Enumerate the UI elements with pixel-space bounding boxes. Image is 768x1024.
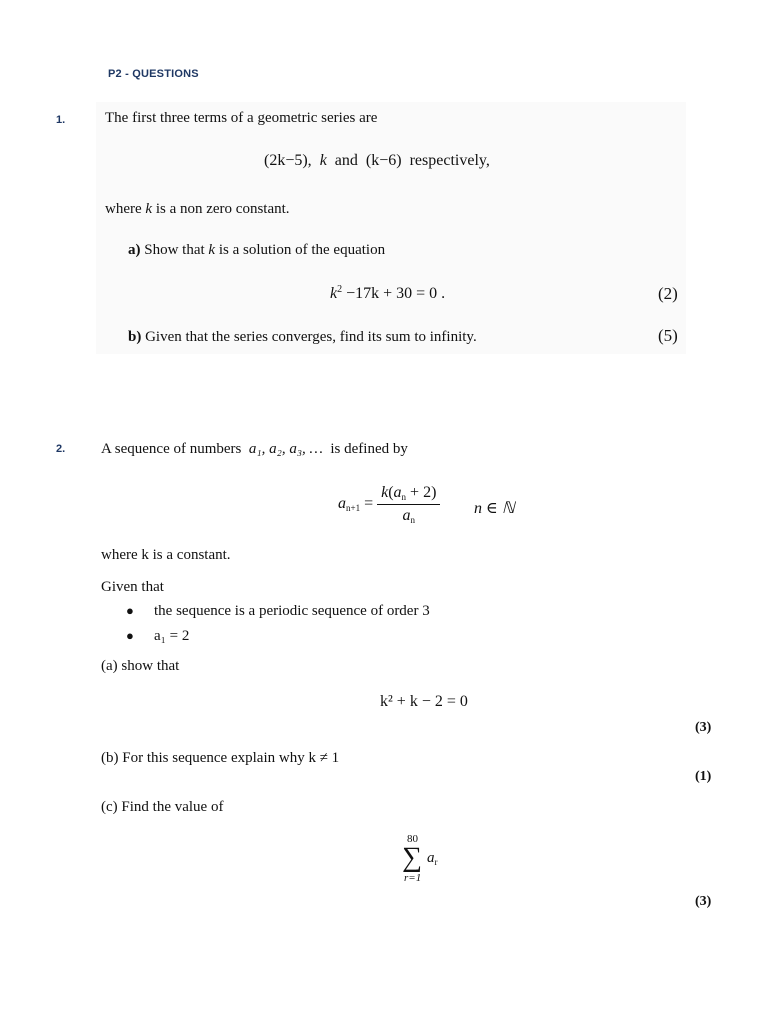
- part-b-text: Given that the series converges, find its sum to infinity.: [145, 329, 477, 345]
- question-1-intro: The first three terms of a geometric series are: [105, 110, 378, 126]
- part-a-label: a): [128, 242, 141, 258]
- sum-symbol: ∑: [402, 842, 422, 873]
- question-2c-marks: (3): [695, 894, 712, 909]
- denominator-subscript: n: [410, 515, 415, 525]
- bullet-dot: ●: [126, 628, 134, 643]
- numerator-k: k: [381, 484, 389, 501]
- sum-term-a: a: [427, 850, 435, 866]
- numerator-subscript: n: [401, 492, 407, 502]
- bullet-item-2: a₁ = 2: [154, 628, 190, 644]
- where-prefix: where: [105, 201, 142, 217]
- where-k: k: [145, 201, 153, 217]
- numerator-rest: + 2: [410, 484, 432, 501]
- question-1b-marks: (5): [658, 326, 678, 345]
- intro-prefix: A sequence of numbers: [101, 441, 242, 457]
- part-a-text-suffix: is a solution of the equation: [218, 242, 386, 258]
- fraction-numerator: $k(a_n + 2)$: [377, 484, 440, 505]
- sequence-terms: a₁, a₂, a₃, …: [248, 441, 323, 457]
- bullet-dot: ●: [126, 603, 134, 618]
- domain-text: n ∈ ℕ: [474, 500, 515, 517]
- question-2-intro: [101, 440, 408, 458]
- sum-upper-limit: 80: [407, 833, 418, 845]
- sum-term: [427, 850, 438, 867]
- page-title: P2 - QUESTIONS: [108, 68, 199, 80]
- question-2b-marks: (1): [695, 769, 712, 784]
- sum-lower-text: r=1: [404, 872, 422, 884]
- question-1-panel: [96, 102, 686, 354]
- where-suffix: is a non zero constant.: [155, 201, 290, 217]
- question-2b: (b) For this sequence explain why k ≠ 1: [101, 750, 340, 766]
- sum-lower-limit: [404, 872, 421, 884]
- question-2a-marks: (3): [695, 720, 712, 735]
- bullet-item-1: the sequence is a periodic sequence of order 3: [154, 603, 430, 619]
- question-1-terms: [264, 152, 490, 170]
- part-b-label: b): [128, 329, 142, 345]
- part-a-text-prefix: Show that: [144, 242, 205, 258]
- question-1a-equation: [330, 284, 445, 303]
- intro-suffix: is defined by: [330, 441, 408, 457]
- terms-tail: respectively,: [409, 152, 490, 169]
- question-1-where: [105, 200, 290, 218]
- term-first: (2k−5),: [264, 152, 312, 169]
- recurrence-lhs: a: [338, 495, 346, 513]
- part-a-k: k: [208, 242, 216, 258]
- question-2-number: 2.: [56, 443, 66, 455]
- sum-term-subscript: r: [434, 857, 438, 867]
- fraction-denominator: [403, 505, 416, 525]
- question-1a: [128, 241, 385, 259]
- question-1b: [128, 328, 477, 346]
- denominator-a: a: [402, 507, 411, 524]
- term-second: k: [319, 152, 327, 169]
- recurrence-equals: =: [364, 495, 374, 513]
- question-2-given: Given that: [101, 579, 164, 595]
- terms-and: and: [334, 152, 358, 169]
- question-2-where: where k is a constant.: [101, 547, 231, 563]
- recurrence-fraction: [377, 484, 440, 525]
- question-1-number: 1.: [56, 114, 66, 126]
- recurrence-relation: [338, 484, 440, 525]
- equation-rest: −17k + 30 = 0 .: [346, 285, 446, 302]
- question-2a-equation: k² + k − 2 = 0: [380, 693, 468, 710]
- numerator-a: a: [393, 484, 402, 501]
- domain: [474, 498, 515, 518]
- question-1a-marks: (2): [658, 284, 678, 303]
- equation-k: k: [330, 285, 338, 302]
- question-2a: (a) show that: [101, 658, 180, 674]
- question-2c: (c) Find the value of: [101, 799, 224, 815]
- recurrence-lhs-subscript: n+1: [346, 503, 361, 514]
- equation-exponent: 2: [337, 284, 343, 295]
- summation: [396, 833, 456, 885]
- term-third: (k−6): [365, 152, 402, 169]
